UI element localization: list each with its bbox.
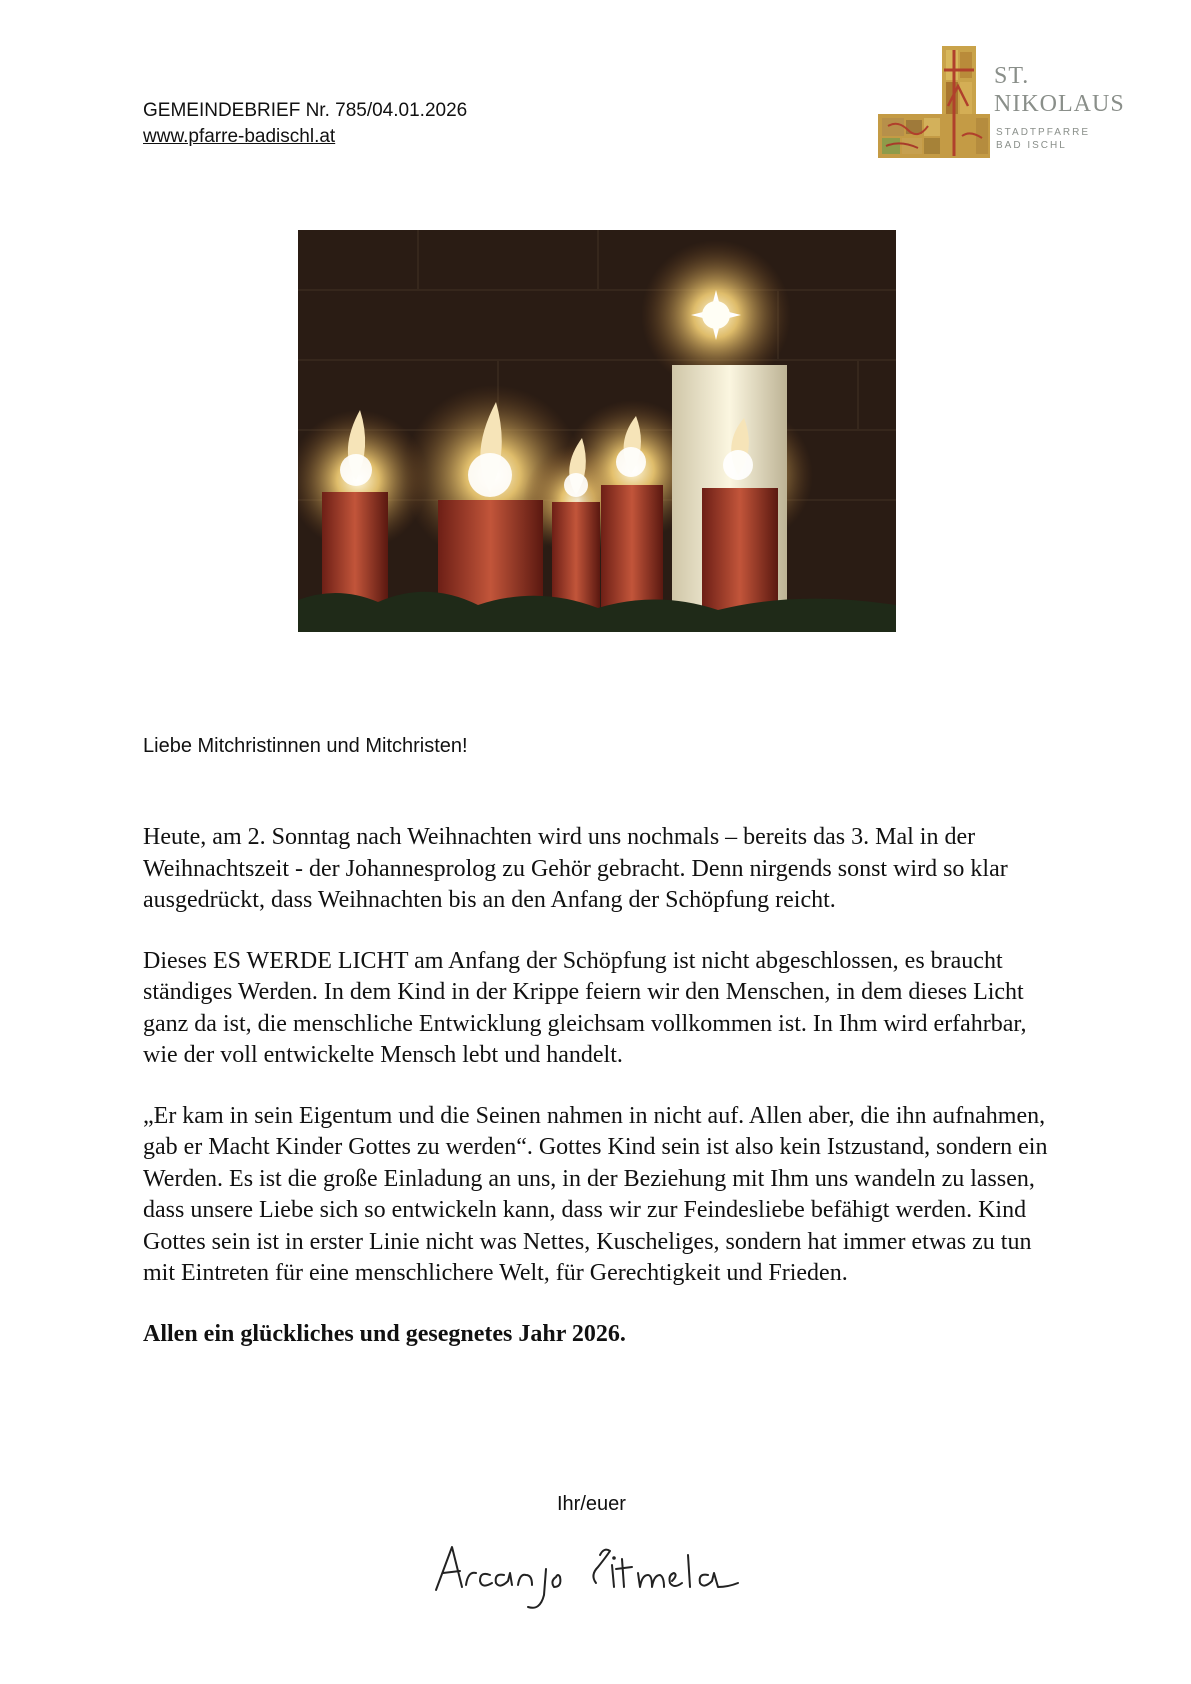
handwritten-signature [428,1525,758,1615]
logo-subtitle: STADTPFARRE BAD ISCHL [996,127,1091,151]
mosaic-cross-icon [878,46,990,158]
closing-wish: Allen ein glückliches und gesegnetes Jahr 2026. [143,1320,626,1347]
website-link[interactable]: www.pfarre-badischl.at [143,126,336,147]
paragraph: Heute, am 2. Sonntag nach Weihnachten wird uns nochmals – bereits das 3. Mal in der Weihnachtszeit - der Johannesprolog zu Gehör gebracht. Denn nirgends sonst wird so klar ausgedrückt, dass Weihnachten bis an den Anfang der Schöpfung reicht. [143,824,1008,913]
signoff: Ihr/euer [557,1493,626,1515]
logo-name: ST. NIKOLAUS [994,63,1125,117]
newsletter-title: GEMEINDEBRIEF Nr. 785/04.01.2026 [143,100,468,121]
letter-header [143,98,467,150]
letter-greeting: Liebe Mitchristinnen und Mitchristen! [143,735,468,757]
paragraph: „Er kam in sein Eigentum und die Seinen nahmen in nicht auf. Allen aber, die ihn aufnahmen, gab er Macht Kinder Gottes zu werden“. Gottes Kind sein ist also kein Istzustand, sondern ein Werden. Es ist die große Einladung an uns, in der Beziehung mit Ihm uns wandeln zu lassen, dass unsere Liebe sich so entwickeln kann, dass wir zur Feindesliebe befähigt werden. Kind Gottes sein ist in erster Linie nicht was Nettes, Kuscheliges, sondern hat immer etwas zu tun mit Eintreten für eine menschlichere Welt, für Gerechtigkeit und Frieden. [143,1102,1048,1286]
letter-body [143,822,1063,1379]
paragraph: Dieses ES WERDE LICHT am Anfang der Schöpfung ist nicht abgeschlossen, es braucht ständiges Werden. In dem Kind in der Krippe feiern wir den Menschen, in dem dieses Licht ganz da ist, die menschliche Entwicklung gleichsam vollkommen ist. In Ihm wird erfahrbar, wie der voll entwickelte Mensch lebt und handelt. [143,947,1027,1068]
advent-candles-photo [298,230,896,632]
parish-logo [878,46,1138,158]
